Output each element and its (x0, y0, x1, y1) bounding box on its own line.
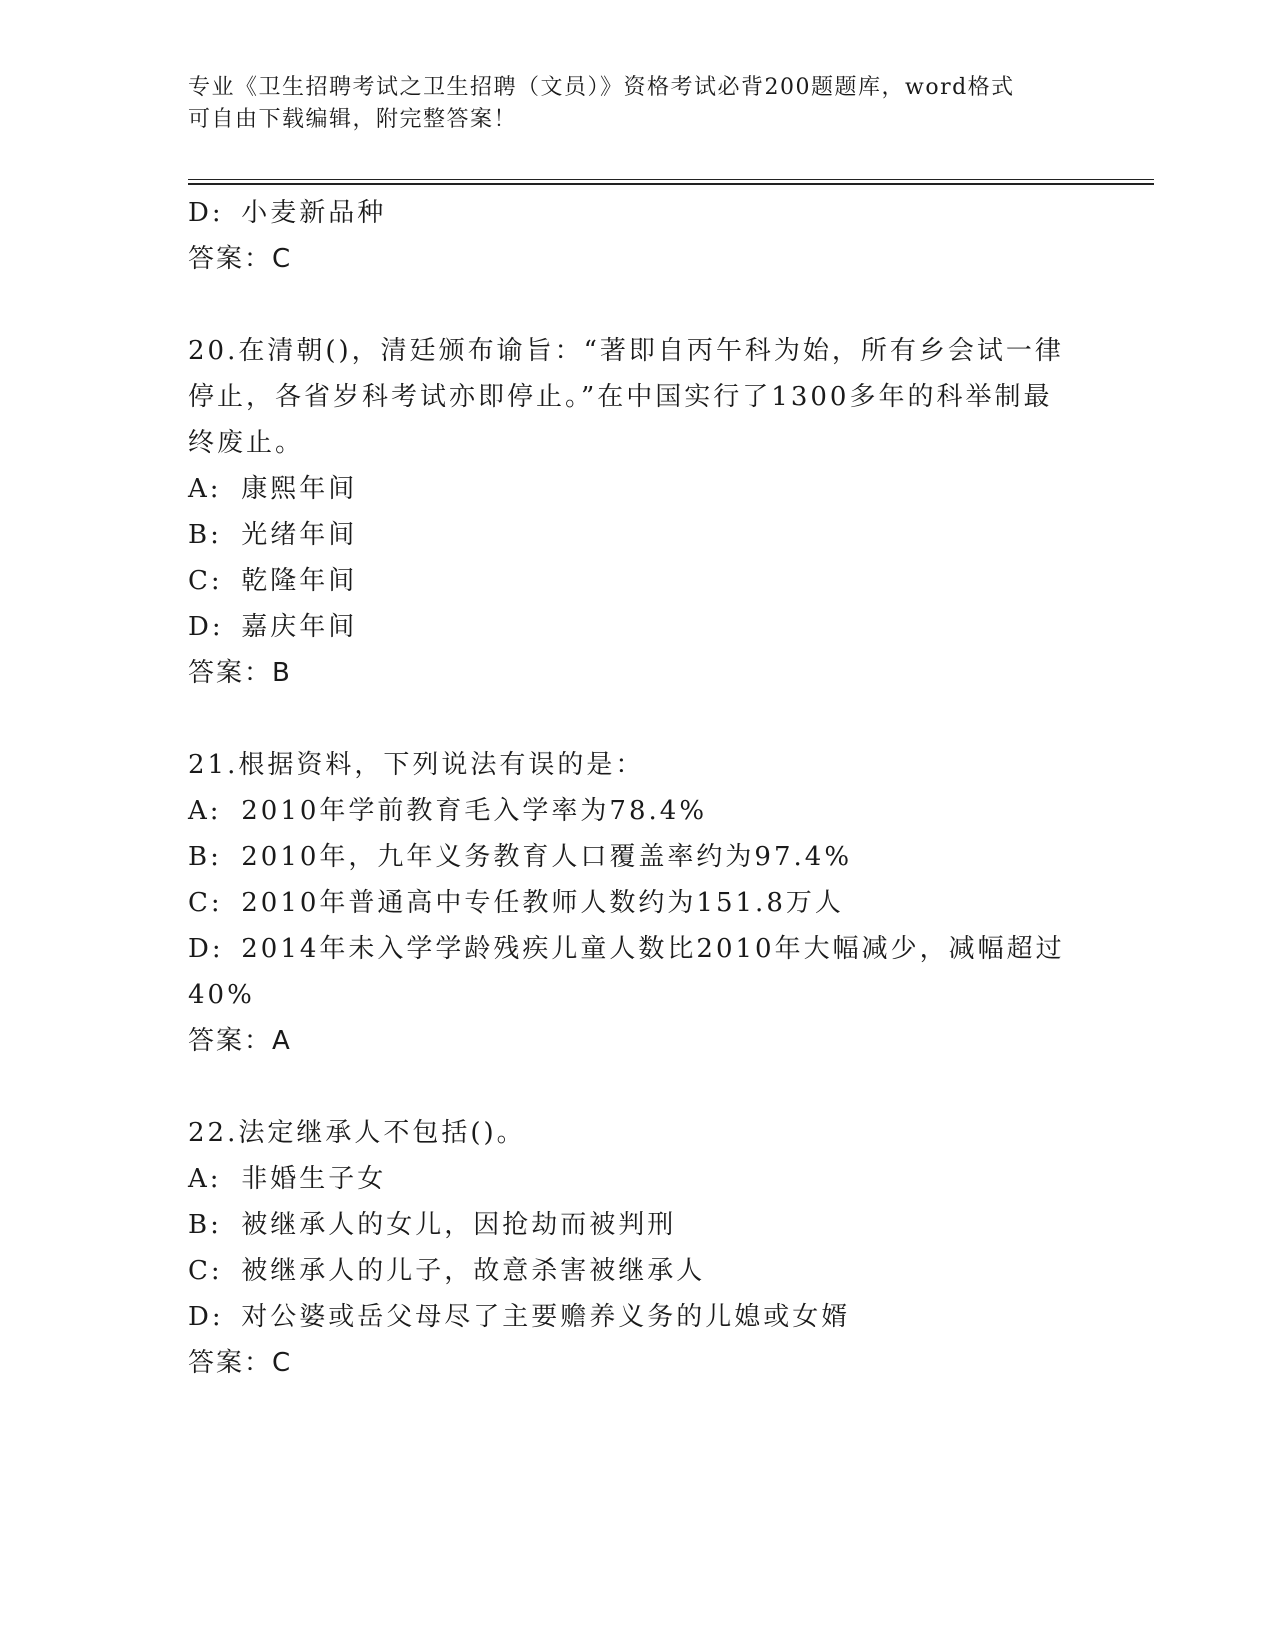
option-c (188, 558, 1088, 604)
option-label: D: (188, 934, 224, 964)
spacer (188, 1064, 1088, 1110)
option-b (188, 512, 1088, 558)
page-header (188, 72, 1088, 136)
answer-line: 答案：C (188, 244, 293, 274)
question-stem: 终废止。 (188, 428, 305, 458)
option-a (188, 466, 1088, 512)
option-a (188, 788, 1088, 834)
question-21 (188, 742, 1088, 1064)
question-22 (188, 1110, 1088, 1386)
option-label: B: (188, 520, 222, 550)
option-d (188, 1294, 1088, 1340)
option-label: A: (188, 796, 222, 826)
option-text: 对公婆或岳父母尽了主要赡养义务的儿媳或女婿 (241, 1302, 851, 1332)
answer-line: 答案：C (188, 1348, 293, 1378)
option-label: C: (188, 1256, 223, 1286)
option-label: C: (188, 888, 223, 918)
question-stem: 21.根据资料，下列说法有误的是： (188, 750, 645, 780)
option-d (188, 604, 1088, 650)
option-text: 乾隆年间 (241, 566, 358, 596)
spacer (188, 696, 1088, 742)
option-text: 被继承人的女儿，因抢劫而被判刑 (241, 1210, 677, 1240)
option-b (188, 1202, 1088, 1248)
option-label: C: (188, 566, 223, 596)
option-text: 嘉庆年间 (241, 612, 358, 642)
option-text: 康熙年间 (241, 474, 358, 504)
option-c (188, 1248, 1088, 1294)
option-label: D: (188, 612, 224, 642)
question-stem: 20.在清朝()，清廷颁布谕旨：“著即自丙午科为始，所有乡会试一律 (188, 336, 1064, 366)
option-label: B: (188, 1210, 222, 1240)
option-label: B: (188, 842, 222, 872)
option-text: 小麦新品种 (241, 198, 387, 228)
option-label: D: (188, 198, 224, 228)
document-body (188, 190, 1088, 1386)
question-stem: 22.法定继承人不包括()。 (188, 1118, 526, 1148)
option-text: 非婚生子女 (241, 1164, 387, 1194)
question-20 (188, 328, 1088, 696)
header-line-1: 专业《卫生招聘考试之卫生招聘（文员）》资格考试必背200题题库，word格式 (188, 75, 1015, 100)
option-text: 被继承人的儿子，故意杀害被继承人 (241, 1256, 706, 1286)
option-text: 光绪年间 (241, 520, 358, 550)
option-label: A: (188, 474, 222, 504)
option-d (188, 190, 1088, 236)
option-d (188, 926, 1088, 972)
header-line-2: 可自由下载编辑，附完整答案！ (188, 107, 518, 132)
question-stem: 停止，各省岁科考试亦即停止。”在中国实行了1300多年的科举制最 (188, 382, 1053, 412)
option-text: 2014年未入学学龄残疾儿童人数比2010年大幅减少，减幅超过 (241, 934, 1065, 964)
option-label: D: (188, 1302, 224, 1332)
option-text: 2010年学前教育毛入学率为78.4% (241, 796, 708, 826)
option-text: 2010年普通高中专任教师人数约为151.8万人 (241, 888, 844, 918)
option-a (188, 1156, 1088, 1202)
option-c (188, 880, 1088, 926)
option-text: 2010年，九年义务教育人口覆盖率约为97.4% (241, 842, 853, 872)
option-b (188, 834, 1088, 880)
option-d-continuation: 40% (188, 980, 255, 1010)
spacer (188, 282, 1088, 328)
header-divider (188, 179, 1154, 185)
option-label: A: (188, 1164, 222, 1194)
answer-line: 答案：A (188, 1026, 292, 1056)
answer-line: 答案：B (188, 658, 292, 688)
